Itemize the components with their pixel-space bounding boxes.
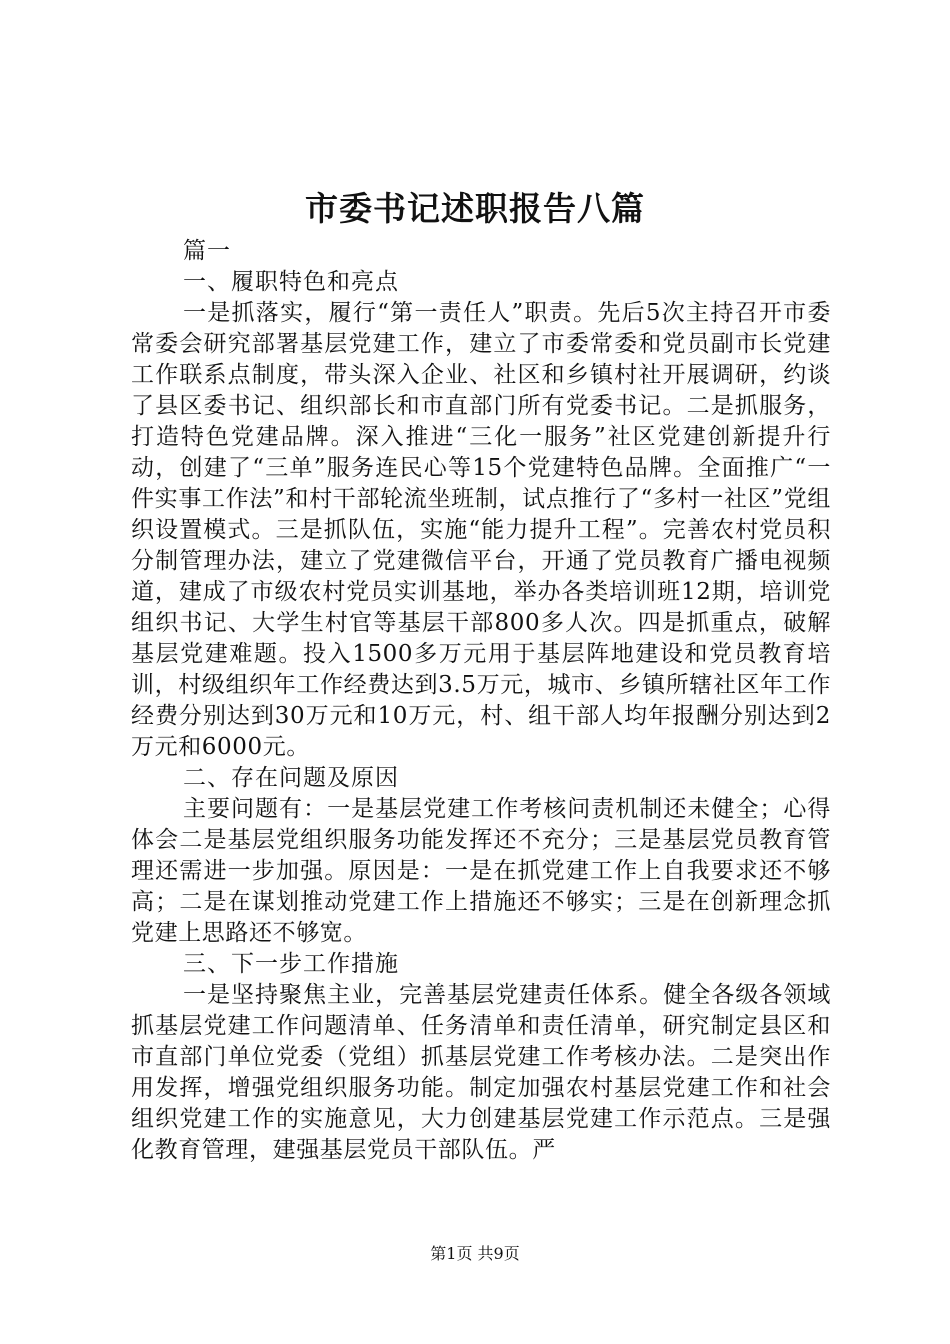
section-heading-3: 三、下一步工作措施: [183, 951, 399, 977]
section-paragraph-2: 主要问题有：一是基层党建工作考核问责机制还未健全；心得体会二是基层党组织服务功能发挥还不充分；三是基层党员教育管理还需进一步加强。原因是：一是在抓党建工作上自我要求还不够高；二是在谋划推动党建工作上措施还不够实；三是在创新理念抓党建上思路还不够宽。: [131, 796, 831, 946]
document-body: [131, 236, 831, 1166]
section-heading-1: 一、履职特色和亮点: [183, 269, 399, 295]
section-paragraph-1: 一是抓落实，履行“第一责任人”职责。先后5次主持召开市委常委会研究部署基层党建工作，建立了市委常委和党员副市长党建工作联系点制度，带头深入企业、社区和乡镇村社开展调研，约谈了县区委书记、组织部长和市直部门所有党委书记。二是抓服务，打造特色党建品牌。深入推进“三化一服务”社区党建创新提升行动，创建了“三单”服务连民心等15个党建特色品牌。全面推广“一件实事工作法”和村干部轮流坐班制，试点推行了“多村一社区”党组织设置模式。三是抓队伍，实施“能力提升工程”。完善农村党员积分制管理办法，建立了党建微信平台，开通了党员教育广播电视频道，建成了市级农村党员实训基地，举办各类培训班12期，培训党组织书记、大学生村官等基层干部800多人次。四是抓重点，破解基层党建难题。投入1500多万元用于基层阵地建设和党员教育培训，村级组织年工作经费达到3.5万元，城市、乡镇所辖社区年工作经费分别达到30万元和10万元，村、组干部人均年报酬分别达到2万元和6000元。: [131, 300, 831, 760]
section-heading-2: 二、存在问题及原因: [183, 765, 399, 791]
document-title: 市委书记述职报告八篇: [305, 189, 645, 228]
part-label: 篇一: [183, 238, 231, 264]
section-paragraph-3: 一是坚持聚焦主业，完善基层党建责任体系。健全各级各领域抓基层党建工作问题清单、任务清单和责任清单，研究制定县区和市直部门单位党委（党组）抓基层党建工作考核办法。二是突出作用发挥，增强党组织服务功能。制定加强农村基层党建工作和社会组织党建工作的实施意见，大力创建基层党建工作示范点。三是强化教育管理，建强基层党员干部队伍。严: [131, 982, 831, 1163]
page-footer: 第1页 共9页: [430, 1244, 520, 1263]
